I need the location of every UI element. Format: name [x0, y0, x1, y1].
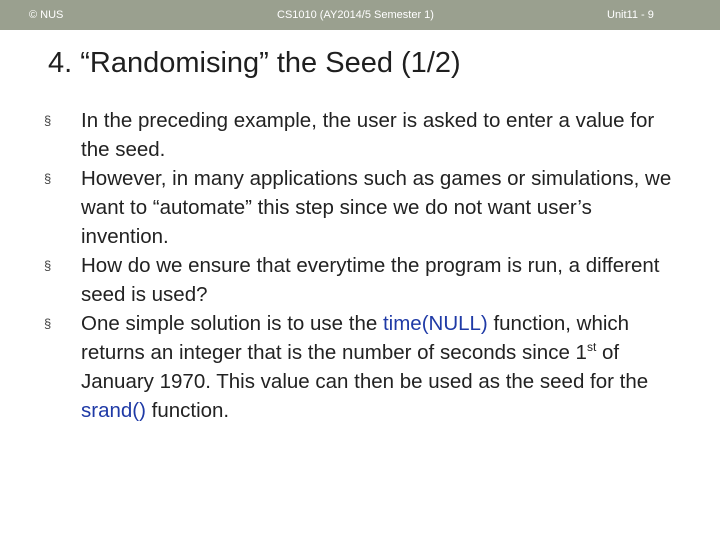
- code-srand: srand(): [81, 399, 146, 422]
- bullet-marker-icon: §: [44, 316, 52, 331]
- bullet-item: [44, 251, 684, 309]
- bullet-item: [44, 106, 684, 164]
- bullet-marker-icon: §: [44, 258, 52, 273]
- copyright-label: © NUS: [29, 9, 64, 21]
- ordinal-superscript: st: [586, 340, 597, 355]
- bullet-text-part: function, which returns an integer that is the number of seconds since 1: [81, 312, 630, 364]
- slide-title: 4. “Randomising” the Seed (1/2): [48, 47, 461, 79]
- bullet-text-part: One simple solution is to use the: [81, 312, 383, 335]
- bullet-text: However, in many applications such as games or simulations, we want to “automate” this step since we do not want user’s invention.: [81, 167, 672, 248]
- bullet-marker-icon: §: [44, 113, 52, 128]
- code-time-null: time(NULL): [382, 312, 488, 335]
- bullet-marker-icon: §: [44, 171, 52, 186]
- course-label: CS1010 (AY2014/5 Semester 1): [277, 9, 434, 21]
- bullet-item: [44, 164, 684, 251]
- page-number: Unit11 - 9: [607, 9, 654, 21]
- bullet-text: How do we ensure that everytime the program is run, a different seed is used?: [81, 254, 660, 306]
- bullet-list: [44, 106, 684, 425]
- bullet-text-part: function.: [145, 399, 230, 422]
- bullet-item: [44, 309, 684, 425]
- bullet-text: In the preceding example, the user is asked to enter a value for the seed.: [81, 109, 655, 161]
- bullet-text-part: of January 1970. This value can then be used as the seed for the: [81, 341, 649, 393]
- header-bar: [0, 0, 720, 30]
